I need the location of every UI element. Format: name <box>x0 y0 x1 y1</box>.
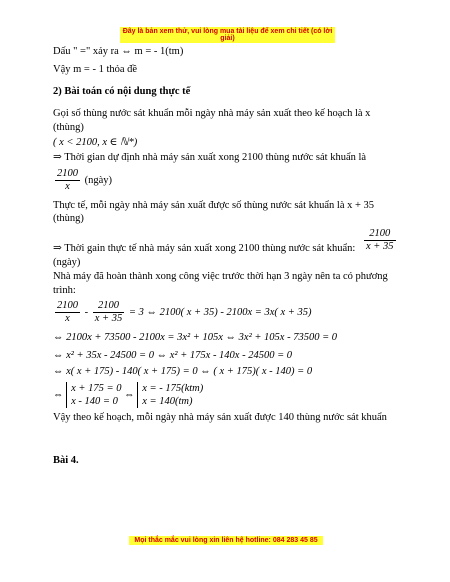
system-equation <box>53 382 203 408</box>
equation-rest: = 3 ⇔ 2100( x + 35) - 2100x = 3x( x + 35) <box>128 306 312 318</box>
numerator: 2100 <box>57 300 78 311</box>
equiv-symbol: ⇔ <box>53 389 64 401</box>
equation-line: ⇔ x( x + 175) - 140( x + 175) = 0 ⇔ ( x + 175)( x - 140) = 0 <box>53 366 313 377</box>
text-line: (ngày) <box>53 257 81 268</box>
text-line: trình: <box>53 285 76 296</box>
numerator: 2100 <box>57 168 78 179</box>
text-line: Vậy m = - 1 thỏa đề <box>53 64 138 75</box>
equation-line: ⇔ 2100x + 73500 - 2100x = 3x² + 105x ⇔ 3x² + 105x - 73500 = 0 <box>53 332 338 343</box>
denominator: x <box>65 313 70 324</box>
text-line: Gọi số thùng nước sát khuẩn mỗi ngày nhà máy sản xuất theo kế hoạch là x <box>53 108 371 119</box>
denominator: x <box>65 181 70 192</box>
text-line: Dấu " =" xảy ra ⇔ m = - 1(tm) <box>53 46 184 57</box>
conclusion-line: Vậy theo kế hoạch, mỗi ngày nhà máy sản xuất được 140 thùng nước sát khuẩn <box>53 412 387 423</box>
fraction <box>55 300 80 325</box>
denominator: x + 35 <box>94 313 123 324</box>
exercise-heading: Bài 4. <box>53 455 79 466</box>
numerator: 2100 <box>364 228 396 241</box>
fraction <box>55 168 80 193</box>
equiv-symbol: ⇔ <box>124 389 135 401</box>
text-line: Nhà máy đã hoàn thành xong công việc trước thời hạn 3 ngày nên ta có phương <box>53 271 388 282</box>
hotline-banner: Mọi thắc mắc vui lòng xin liên hệ hotline: 084 283 45 85 <box>129 536 323 545</box>
text-line: Thực tế, mỗi ngày nhà máy sản xuất được số thùng nước sát khuẩn là x + 35 <box>53 200 375 211</box>
math-line: ( x < 2100, x ∈ ℕ*) <box>53 137 138 148</box>
text-line: (thùng) <box>53 122 84 133</box>
section-heading: 2) Bài toán có nội dung thực tế <box>53 86 191 97</box>
text-line: ⇒ Thời gian dự định nhà máy sản xuất xong 2100 thùng nước sát khuẩn là <box>53 152 367 163</box>
text-line: ⇒ Thời gain thực tế nhà máy sản xuất xong 2100 thùng nước sát khuẩn: <box>53 243 356 254</box>
equation-line: ⇔ x² + 35x - 24500 = 0 ⇔ x² + 175x - 140x - 24500 = 0 <box>53 350 293 361</box>
system-left: x + 175 = 0 x - 140 = 0 <box>66 382 121 408</box>
text-line: (thùng) <box>53 213 84 224</box>
fraction <box>362 228 398 253</box>
equation-line: $\frac{2100}{x}$ - $\frac{2100}{x + 35}$ = 3 ⇔ 2100( x + 35) - 2100x = 3x( x + 35) <box>57 300 312 324</box>
fraction-line <box>53 168 112 193</box>
preview-banner: Đây là bản xem thử, vui lòng mua tài liệu để xem chi tiết (có lời giải) <box>120 27 335 43</box>
unit-label: (ngày) <box>84 174 113 186</box>
numerator: 2100 <box>93 300 125 313</box>
fraction <box>93 300 125 325</box>
denominator: x + 35 <box>366 241 394 252</box>
system-right: x = - 175(ktm) x = 140(tm) <box>137 382 203 408</box>
